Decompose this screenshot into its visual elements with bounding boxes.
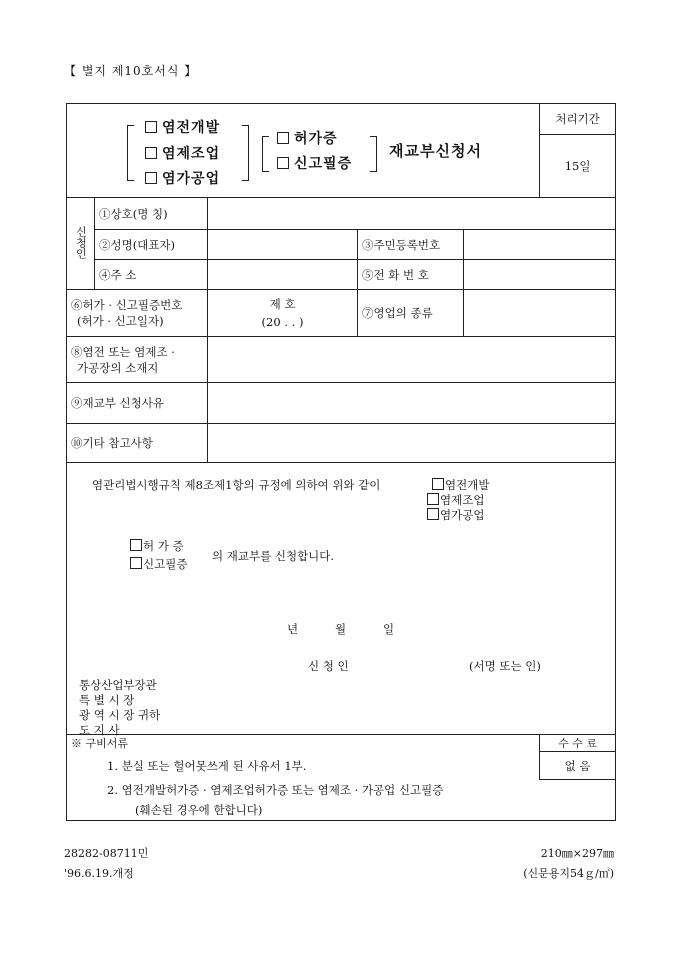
application-statement bbox=[67, 463, 616, 735]
required-doc-1: 1. 분실 또는 헐어못쓰게 된 사유서 1부. bbox=[67, 752, 540, 780]
checkbox-icon[interactable] bbox=[130, 539, 142, 551]
applicant-group-label: 신청인 bbox=[67, 198, 95, 290]
checkbox-icon[interactable] bbox=[277, 132, 289, 144]
signature-hint: (서명 또는 인) bbox=[469, 659, 541, 673]
permit-number-field[interactable]: 제 호 (20 . . ) bbox=[208, 290, 358, 337]
address-field[interactable] bbox=[208, 260, 358, 290]
other-notes-label: ⑩기타 참고사항 bbox=[67, 424, 208, 463]
option-permit[interactable]: 허가증 bbox=[277, 128, 338, 148]
option-salt-field-dev[interactable]: 염전개발 bbox=[145, 117, 220, 137]
statement-option-1[interactable]: 염전개발 bbox=[432, 477, 489, 493]
required-doc-2: 2. 염전개발허가증 · 염제조업허가증 또는 염제조 · 가공업 신고필증 (훼손된 경우에 한합니다) bbox=[67, 780, 616, 821]
location-field[interactable] bbox=[208, 337, 616, 383]
phone-label: ⑤전 화 번 호 bbox=[358, 260, 464, 290]
processing-period-value: 15일 bbox=[540, 135, 616, 198]
permit-number-label: ⑥허가 · 신고필증번호 (허가 · 신고일자) bbox=[67, 290, 208, 337]
fee-label: 수 수 료 bbox=[540, 735, 616, 752]
representative-field[interactable] bbox=[208, 230, 358, 260]
option-salt-processing[interactable]: 염가공업 bbox=[145, 168, 220, 188]
business-name-field[interactable] bbox=[208, 198, 616, 230]
business-type-field[interactable] bbox=[464, 290, 616, 337]
form-title: 재교부신청서 bbox=[389, 142, 482, 160]
checkbox-icon[interactable] bbox=[277, 157, 289, 169]
phone-field[interactable] bbox=[464, 260, 616, 290]
business-name-label: ①상호(명 칭) bbox=[95, 198, 208, 230]
fee-value: 없 음 bbox=[540, 752, 616, 780]
form-tag: 【 별지 제10호서식 】 bbox=[64, 64, 198, 78]
resident-number-label: ③주민등록번호 bbox=[358, 230, 464, 260]
checkbox-icon[interactable] bbox=[145, 147, 157, 159]
date-day[interactable]: 일 bbox=[383, 622, 395, 636]
required-docs-heading: ※ 구비서류 bbox=[67, 735, 540, 752]
checkbox-icon[interactable] bbox=[145, 172, 157, 184]
option-report-cert[interactable]: 신고필증 bbox=[277, 153, 352, 173]
application-form bbox=[66, 103, 616, 821]
statement-request: 의 재교부를 신청합니다. bbox=[212, 549, 335, 563]
statement-line: 염관리법시행규칙 제8조제1항의 규정에 의하여 위와 같이 bbox=[92, 478, 381, 492]
statement-option-3[interactable]: 염가공업 bbox=[427, 507, 484, 523]
representative-label: ②성명(대표자) bbox=[95, 230, 208, 260]
resident-number-field[interactable] bbox=[464, 230, 616, 260]
checkbox-icon[interactable] bbox=[130, 557, 142, 569]
addressee-line-3: 광 역 시 장 귀하 bbox=[79, 708, 161, 722]
reason-field[interactable] bbox=[208, 383, 616, 424]
paper-size: 210㎜×297㎜ bbox=[540, 847, 614, 860]
addressee-line-4: 도 지 사 bbox=[79, 723, 120, 737]
date-month[interactable]: 월 bbox=[335, 622, 347, 636]
form-header bbox=[67, 104, 540, 198]
location-label: ⑧염전 또는 염제조 · 가공장의 소재지 bbox=[67, 337, 208, 383]
date-year[interactable]: 년 bbox=[287, 622, 299, 636]
applicant-signature-label: 신 청 인 bbox=[308, 659, 349, 673]
checkbox-icon[interactable] bbox=[427, 508, 439, 520]
statement-cert-2[interactable]: 신고필증 bbox=[130, 556, 187, 572]
processing-period-label: 처리기간 bbox=[540, 104, 616, 135]
addressee-line-2: 특 별 시 장 bbox=[79, 693, 135, 707]
checkbox-icon[interactable] bbox=[432, 478, 444, 490]
business-type-label: ⑦영업의 종류 bbox=[358, 290, 464, 337]
revision-date: '96.6.19.개정 bbox=[64, 867, 134, 880]
address-label: ④주 소 bbox=[95, 260, 208, 290]
option-salt-manufacture[interactable]: 염제조업 bbox=[145, 143, 220, 163]
form-code: 28282-08711민 bbox=[64, 847, 149, 860]
checkbox-icon[interactable] bbox=[145, 121, 157, 133]
addressee-line-1: 통상산업부장관 bbox=[79, 678, 157, 692]
statement-option-2[interactable]: 염제조업 bbox=[427, 492, 484, 508]
other-notes-field[interactable] bbox=[208, 424, 616, 463]
reason-label: ⑨재교부 신청사유 bbox=[67, 383, 208, 424]
statement-cert-1[interactable]: 허 가 증 bbox=[130, 538, 184, 554]
checkbox-icon[interactable] bbox=[427, 493, 439, 505]
paper-type: (신문용지54ｇ/㎡) bbox=[523, 867, 614, 880]
